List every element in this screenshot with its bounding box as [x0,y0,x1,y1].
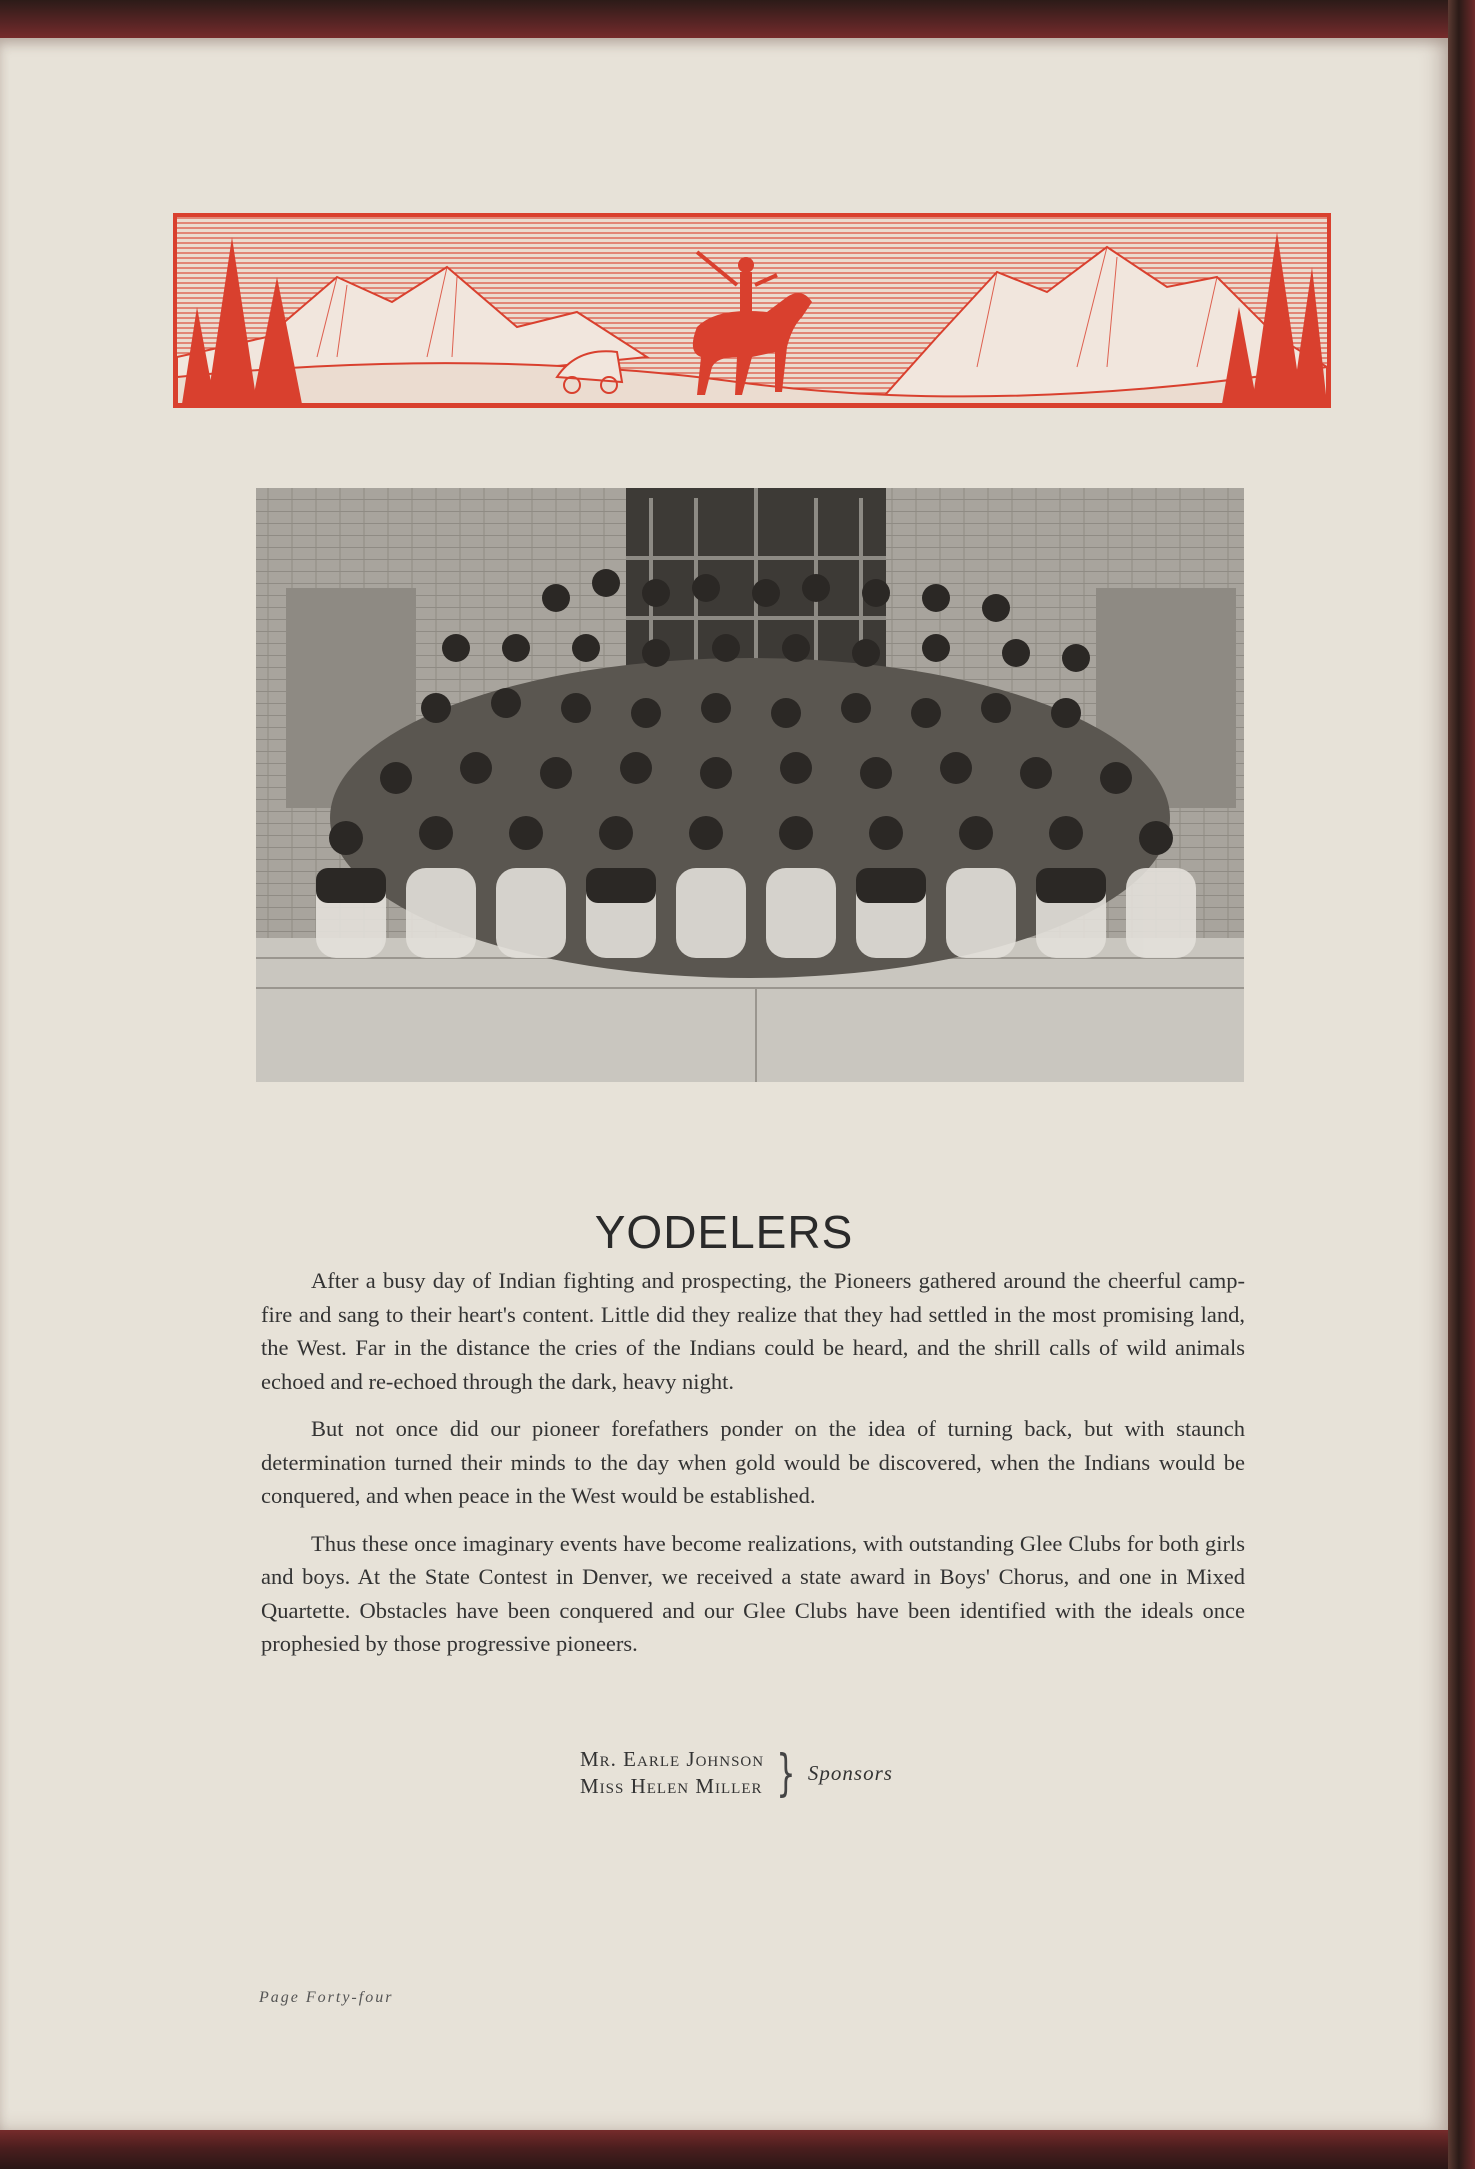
sponsor-name: Miss Helen Miller [580,1774,763,1798]
group-photo-icon [256,488,1244,1082]
book-cover-bottom-edge [0,2128,1475,2169]
yearbook-page [0,38,1448,2130]
book-cover-top-edge [0,0,1475,40]
brace-icon: } [776,1744,796,1802]
book-cover-right-edge [1448,0,1475,2169]
sponsors-block [580,1746,893,1800]
page-number: Page Forty-four [259,1989,394,2006]
paragraph-2: But not once did our pioneer forefathers ponder on the idea of turning back, but with staunch determination turned their minds to the day when gold would be discovered, when the Indians would be conquered, and when peace in the West would be established. [261,1416,1245,1508]
sponsor-names [580,1746,764,1800]
paragraph-1: After a busy day of Indian fighting and prospecting, the Pioneers gathered around the cheerful camp-fire and sang to their heart's content. Little did they realize that they had settled in the most promising land, the West. Far in the distance the cries of the Indians could be heard, and the shrill calls of wild animals echoed and re-echoed through the dark, heavy night. [261,1268,1245,1394]
paragraph-3: Thus these once imaginary events have become realizations, with outstanding Glee Clubs for both girls and boys. At the State Contest in Denver, we received a state award in Boys' Chorus, and one in Mixed Quartette. Obstacles have been conquered and our Glee Clubs have been identified with the ideals once prophesied by those progressive pioneers. [261,1530,1245,1656]
group-photo [256,488,1244,1082]
sponsor-name: Mr. Earle Johnson [580,1747,765,1771]
sponsor-role: Sponsors [807,1760,893,1785]
pioneer-horseman-banner [173,213,1331,408]
mountain-horseman-illustration-icon [177,217,1327,404]
page-title: YODELERS [594,1205,854,1258]
article-body [261,1264,1245,1675]
